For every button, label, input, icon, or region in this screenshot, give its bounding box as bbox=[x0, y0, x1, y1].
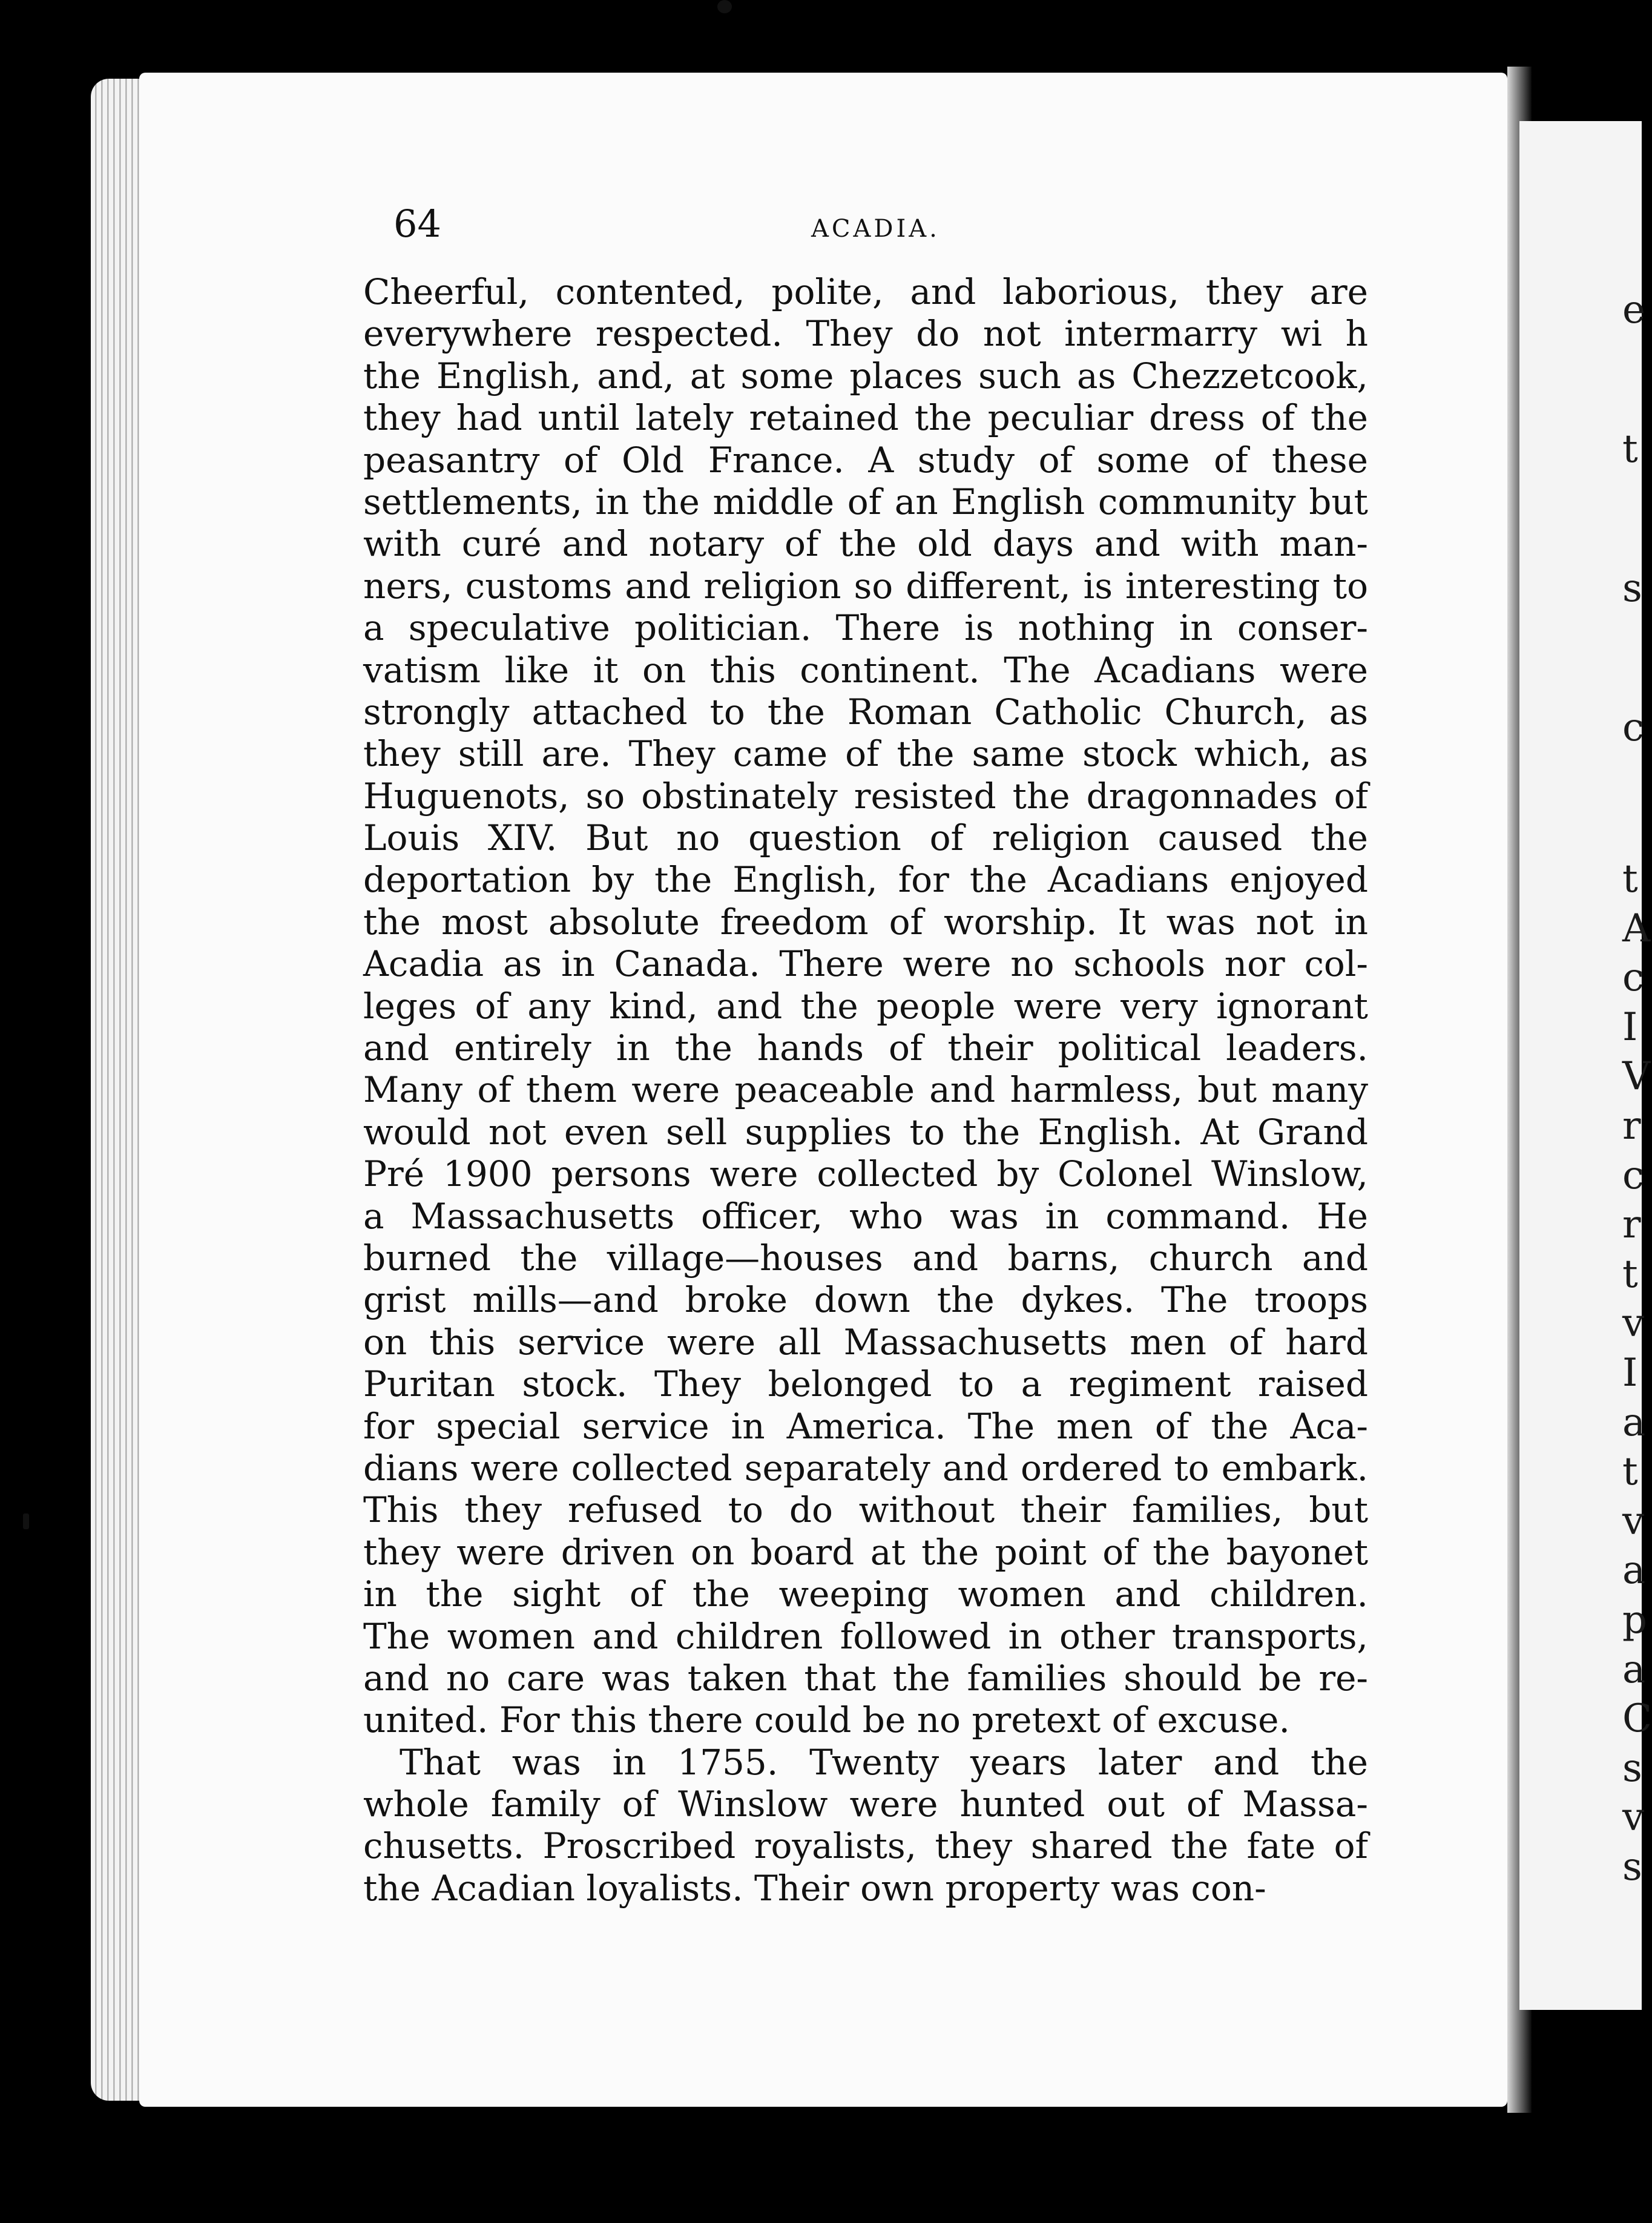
text-line: ners, customs and religion so different, is interesting to bbox=[363, 565, 1368, 607]
facing-page-fragment: V bbox=[1622, 1054, 1651, 1099]
facing-page-fragment: a bbox=[1622, 1647, 1646, 1692]
facing-page-fragment: r bbox=[1622, 1202, 1641, 1248]
text-line: the Acadian loyalists. Their own property was con- bbox=[363, 1867, 1266, 1909]
facing-page bbox=[1519, 121, 1652, 2010]
text-line: whole family of Winslow were hunted out of Massa- bbox=[363, 1783, 1368, 1825]
text-line: a speculative politician. There is nothing in conser- bbox=[363, 607, 1368, 649]
facing-page-fragment: e bbox=[1622, 288, 1645, 332]
facing-page-fragment: t bbox=[1622, 427, 1638, 472]
text-line: united. For this there could be no pretext of excuse. bbox=[363, 1699, 1290, 1741]
facing-page-fragment: I bbox=[1622, 1351, 1638, 1395]
text-line: grist mills—and broke down the dykes. The troops bbox=[363, 1279, 1368, 1321]
facing-page-fragment: t bbox=[1622, 1251, 1638, 1297]
ink-speck bbox=[717, 0, 732, 13]
text-line: and entirely in the hands of their political leaders. bbox=[363, 1027, 1368, 1069]
ink-speck bbox=[23, 1513, 29, 1529]
text-line: chusetts. Proscribed royalists, they shared the fate of bbox=[363, 1825, 1368, 1867]
text-line: the most absolute freedom of worship. It was not in bbox=[363, 901, 1368, 943]
facing-page-fragment: v bbox=[1622, 1795, 1645, 1840]
facing-page-fragment: c bbox=[1622, 1153, 1644, 1198]
page-header bbox=[393, 200, 1423, 254]
facing-page-fragment: t bbox=[1622, 857, 1638, 901]
text-line: Huguenots, so obstinately resisted the dragonnades of bbox=[363, 775, 1368, 817]
facing-page-fragment: I bbox=[1622, 1004, 1638, 1050]
text-line: vatism like it on this continent. The Acadians were bbox=[363, 649, 1368, 691]
facing-page-fragment: A bbox=[1622, 906, 1651, 951]
facing-page-fragment: s bbox=[1622, 1745, 1642, 1791]
running-head: ACADIA. bbox=[811, 215, 940, 243]
facing-page-fragment: c bbox=[1622, 705, 1644, 750]
text-line: strongly attached to the Roman Catholic Church, as bbox=[363, 691, 1368, 733]
text-line: That was in 1755. Twenty years later and the bbox=[400, 1741, 1368, 1783]
facing-page-fragment: p bbox=[1622, 1598, 1647, 1642]
text-line: Cheerful, contented, polite, and laborious, they are bbox=[363, 271, 1368, 312]
facing-page-fragment: c bbox=[1622, 955, 1644, 1001]
facing-page-fragment: t bbox=[1622, 1449, 1638, 1495]
facing-page-fragment: v bbox=[1622, 1498, 1645, 1544]
text-line: This they refused to do without their families, but bbox=[363, 1489, 1368, 1531]
text-line: settlements, in the middle of an English community but bbox=[363, 481, 1368, 522]
page-number: 64 bbox=[393, 202, 441, 246]
text-line: Many of them were peaceable and harmless, but many bbox=[363, 1069, 1368, 1111]
text-line: peasantry of Old France. A study of some of these bbox=[363, 439, 1368, 481]
text-line: they still are. They came of the same stock which, as bbox=[363, 733, 1368, 775]
facing-page-fragment: C bbox=[1622, 1696, 1652, 1742]
facing-page-fragment: v bbox=[1622, 1301, 1645, 1346]
text-line: Acadia as in Canada. There were no schools nor col- bbox=[363, 943, 1368, 985]
text-line: leges of any kind, and the people were very ignorant bbox=[363, 985, 1368, 1027]
text-line: The women and children followed in other transports, bbox=[363, 1615, 1368, 1657]
text-line: dians were collected separately and ordered to embark. bbox=[363, 1447, 1368, 1489]
text-line: deportation by the English, for the Acadians enjoyed bbox=[363, 859, 1368, 901]
text-line: Puritan stock. They belonged to a regiment raised bbox=[363, 1363, 1368, 1405]
text-line: on this service were all Massachusetts men of hard bbox=[363, 1321, 1368, 1363]
text-line: Louis XIV. But no question of religion caused the bbox=[363, 817, 1368, 859]
text-line: and no care was taken that the families should be re- bbox=[363, 1657, 1368, 1699]
text-line: burned the village—houses and barns, church and bbox=[363, 1237, 1368, 1279]
text-line: everywhere respected. They do not intermarry wi h bbox=[363, 313, 1368, 355]
facing-page-fragment: s bbox=[1622, 1845, 1642, 1889]
text-line: Pré 1900 persons were collected by Colonel Winslow, bbox=[363, 1153, 1368, 1195]
text-line: they had until lately retained the peculiar dress of the bbox=[363, 397, 1368, 439]
text-line: they were driven on board at the point of the bayonet bbox=[363, 1531, 1368, 1573]
text-line: with curé and notary of the old days and with man- bbox=[363, 523, 1368, 565]
body-text bbox=[363, 271, 1368, 1909]
text-line: in the sight of the weeping women and children. bbox=[363, 1573, 1368, 1615]
facing-page-fragment: a bbox=[1622, 1400, 1646, 1445]
facing-page-fragment: s bbox=[1622, 566, 1642, 611]
facing-page-fragment: a bbox=[1622, 1548, 1646, 1593]
text-line: for special service in America. The men of the Aca- bbox=[363, 1405, 1368, 1447]
facing-page-fragment: r bbox=[1622, 1104, 1641, 1148]
text-line: would not even sell supplies to the English. At Grand bbox=[363, 1111, 1368, 1153]
text-line: the English, and, at some places such as Chezzetcook, bbox=[363, 355, 1368, 397]
text-line: a Massachusetts officer, who was in command. He bbox=[363, 1195, 1368, 1237]
